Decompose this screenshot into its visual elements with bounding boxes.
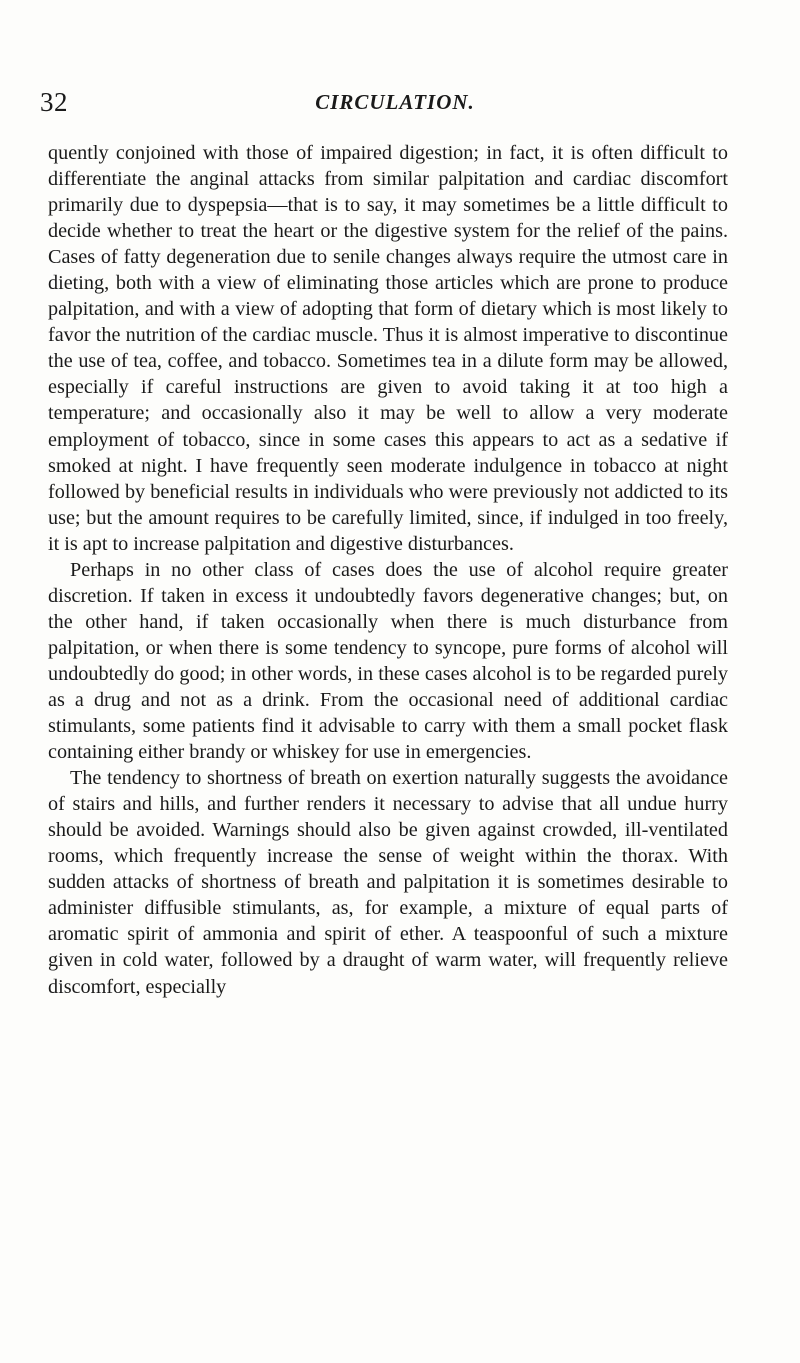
paragraph-continued: quently conjoined with those of impaired digestion; in fact, it is often difficult to differentiate the anginal attacks from similar palpitation and cardiac discomfort primarily due to dyspepsia—that is to say, it may sometimes be a little difficult to decide whether to treat the heart or the digestive system for the relief of the pains. Cases of fatty degeneration due to senile changes always require the utmost care in dieting, both with a view of eliminating those articles which are prone to produce palpitation, and with a view of adopting that form of dietary which is most likely to favor the nutrition of the cardiac muscle. Thus it is almost imperative to discontinue the use of tea, coffee, and tobacco. Sometimes tea in a dilute form may be allowed, especially if careful instructions are given to avoid taking it at too high a temperature; and occasionally also it may be well to allow a very moderate employment of tobacco, since in some cases this appears to act as a sedative if smoked at night. I have frequently seen moderate indulgence in tobacco at night followed by beneficial results in individuals who were previously not addicted to its use; but the amount requires to be carefully limited, since, if indulged in too freely, it is apt to increase palpitation and digestive disturbances. [48, 142, 728, 555]
paragraph-alcohol: Perhaps in no other class of cases does the use of alcohol require greater discretion. If taken in excess it undoubtedly favors degenerative changes; but, on the other hand, if taken occasionally when there is much disturbance from palpitation, or when there is some tendency to syncope, pure forms of alcohol will undoubtedly do good; in other words, in these cases alcohol is to be regarded purely as a drug and not as a drink. From the occasional need of additional cardiac stimulants, some patients find it advisable to carry with them a small pocket flask containing either brandy or whiskey for use in emergencies. [48, 558, 728, 764]
body-text [48, 140, 728, 1000]
running-head [40, 86, 730, 118]
page-number: 32 [40, 87, 68, 117]
paragraph-shortness-of-breath: The tendency to shortness of breath on exertion naturally suggests the avoidance of stairs and hills, and further renders it necessary to advise that all undue hurry should be avoided. Warnings should also be given against crowded, ill-ventilated rooms, which frequently increase the sense of weight within the thorax. With sudden attacks of shortness of breath and palpitation it is sometimes desirable to administer diffusible stimulants, as, for example, a mixture of equal parts of aromatic spirit of ammonia and spirit of ether. A teaspoonful of such a mixture given in cold water, followed by a draught of warm water, will frequently relieve discomfort, especially [48, 767, 728, 998]
running-title: CIRCULATION. [315, 90, 475, 114]
